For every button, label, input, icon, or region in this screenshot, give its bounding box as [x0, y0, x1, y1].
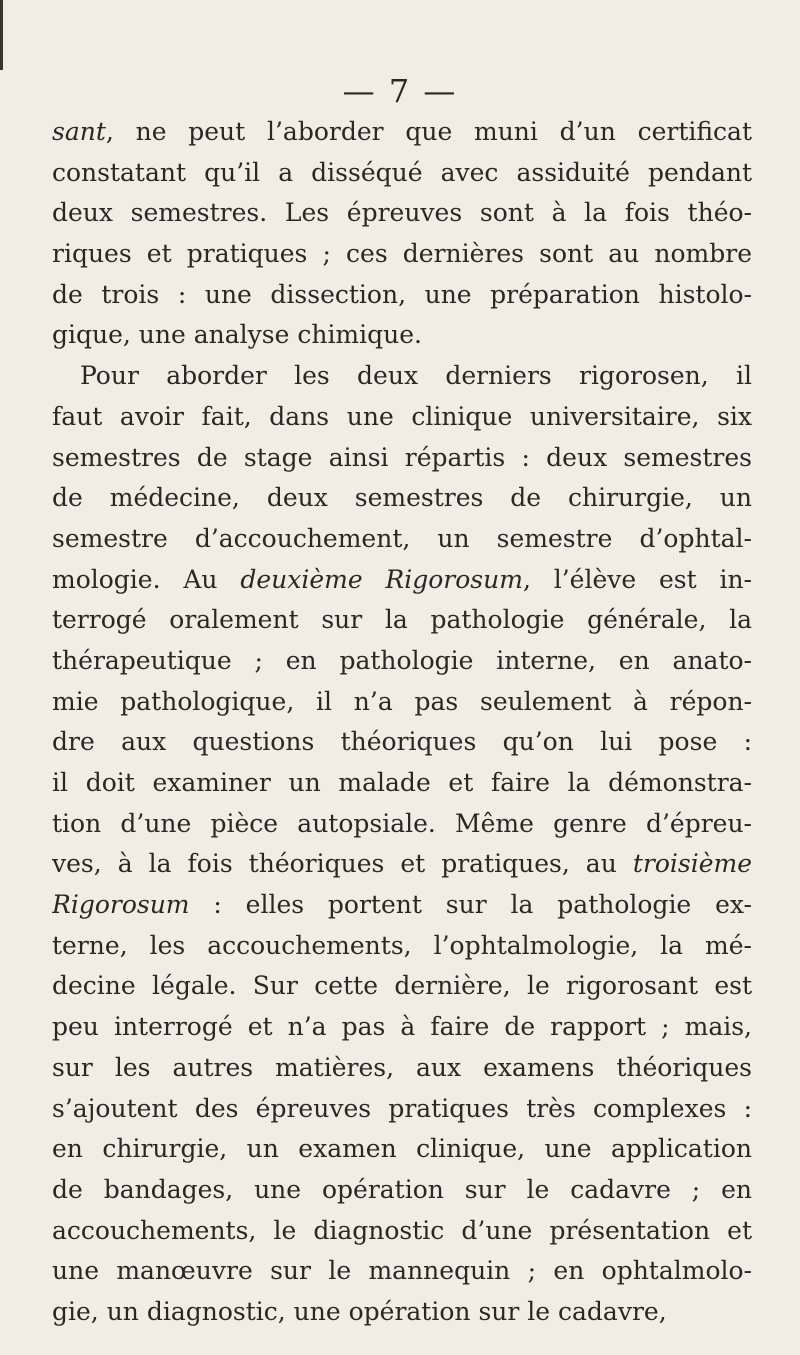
text-segment: Pour aborder les deux derniers rigorosen, il [80, 361, 752, 391]
text-line [52, 926, 752, 967]
text-segment: s’ajoutent des épreuves pratiques très complexes : [52, 1093, 752, 1123]
text-segment: de médecine, deux semestres de chirurgie, un [52, 483, 752, 513]
text-line [52, 193, 752, 234]
text-segment: terrogé oralement sur la pathologie générale, la [52, 605, 752, 635]
text-segment: de trois : une dissection, une préparation histolo- [52, 279, 752, 309]
page-number: — 7 — [342, 72, 458, 110]
text-segment: ves, à la fois théoriques et pratiques, au [52, 849, 633, 879]
italic-text-segment: Rigorosum [52, 890, 190, 920]
text-segment: , l’élève est in- [522, 564, 752, 594]
text-line [52, 844, 752, 885]
text-line [52, 1048, 752, 1089]
text-line [52, 275, 752, 316]
text-segment: deux semestres. Les épreuves sont à la fois théo- [52, 198, 752, 228]
text-segment: thérapeutique ; en pathologie interne, en anato- [52, 645, 752, 675]
text-segment: , ne peut l’aborder que muni d’un certificat [105, 117, 752, 146]
italic-text-segment: sant [52, 117, 106, 146]
text-segment: une manœuvre sur le mannequin ; en ophtalmolo- [52, 1256, 752, 1286]
text-segment: sur les autres matières, aux examens théoriques [52, 1052, 752, 1082]
text-line [52, 885, 752, 926]
text-segment: riques et pratiques ; ces dernières sont au nombre [52, 239, 752, 269]
text-line [52, 234, 752, 275]
text-segment: terne, les accouchements, l’ophtalmologie, la mé- [52, 930, 752, 960]
text-line [52, 804, 752, 845]
body-text [52, 112, 752, 1333]
text-segment: semestre d’accouchement, un semestre d’ophtal- [52, 523, 752, 553]
text-line [52, 438, 752, 479]
text-segment: tion d’une pièce autopsiale. Même genre d’épreu- [52, 808, 752, 838]
text-segment: mologie. Au [52, 564, 241, 594]
text-segment: : elles portent sur la pathologie ex- [189, 890, 752, 920]
text-segment: il doit examiner un malade et faire la démonstra- [52, 768, 752, 797]
text-line [52, 478, 752, 519]
italic-text-segment: deuxième Rigorosum [240, 564, 523, 594]
text-line [52, 1170, 752, 1211]
text-line [52, 315, 752, 356]
text-line [52, 153, 752, 194]
text-line [52, 1007, 752, 1048]
text-line [52, 1129, 752, 1170]
text-line [52, 1292, 752, 1333]
text-segment: en chirurgie, un examen clinique, une application [52, 1134, 752, 1164]
text-segment: faut avoir fait, dans une clinique universitaire, six [52, 401, 752, 431]
text-segment: decine légale. Sur cette dernière, le rigorosant est [52, 971, 752, 1001]
text-line [52, 519, 752, 560]
text-segment: gie, un diagnostic, une opération sur le cadavre, [52, 1296, 667, 1326]
text-line [52, 641, 752, 682]
text-line [52, 600, 752, 641]
text-segment: constatant qu’il a disséqué avec assiduité pendant [52, 157, 752, 187]
text-line [52, 722, 752, 763]
italic-text-segment: troisième [632, 849, 752, 879]
text-segment: de bandages, une opération sur le cadavre ; en [52, 1174, 752, 1204]
page-edge-line [0, 0, 3, 70]
text-line [52, 112, 752, 153]
text-line [52, 763, 752, 804]
text-segment: mie pathologique, il n’a pas seulement à répon- [52, 686, 752, 716]
text-segment: peu interrogé et n’a pas à faire de rapport ; mais, [52, 1012, 752, 1042]
text-line [52, 560, 752, 601]
text-line [52, 682, 752, 723]
text-segment: dre aux questions théoriques qu’on lui pose : [52, 727, 752, 757]
text-segment: accouchements, le diagnostic d’une présentation et [52, 1215, 752, 1245]
text-line [52, 356, 752, 397]
text-segment: semestres de stage ainsi répartis : deux semestres [52, 442, 752, 472]
text-line [52, 1089, 752, 1130]
text-segment: gique, une analyse chimique. [52, 320, 422, 350]
text-line [52, 1251, 752, 1292]
text-line [52, 1211, 752, 1252]
text-line [52, 397, 752, 438]
text-line [52, 966, 752, 1007]
